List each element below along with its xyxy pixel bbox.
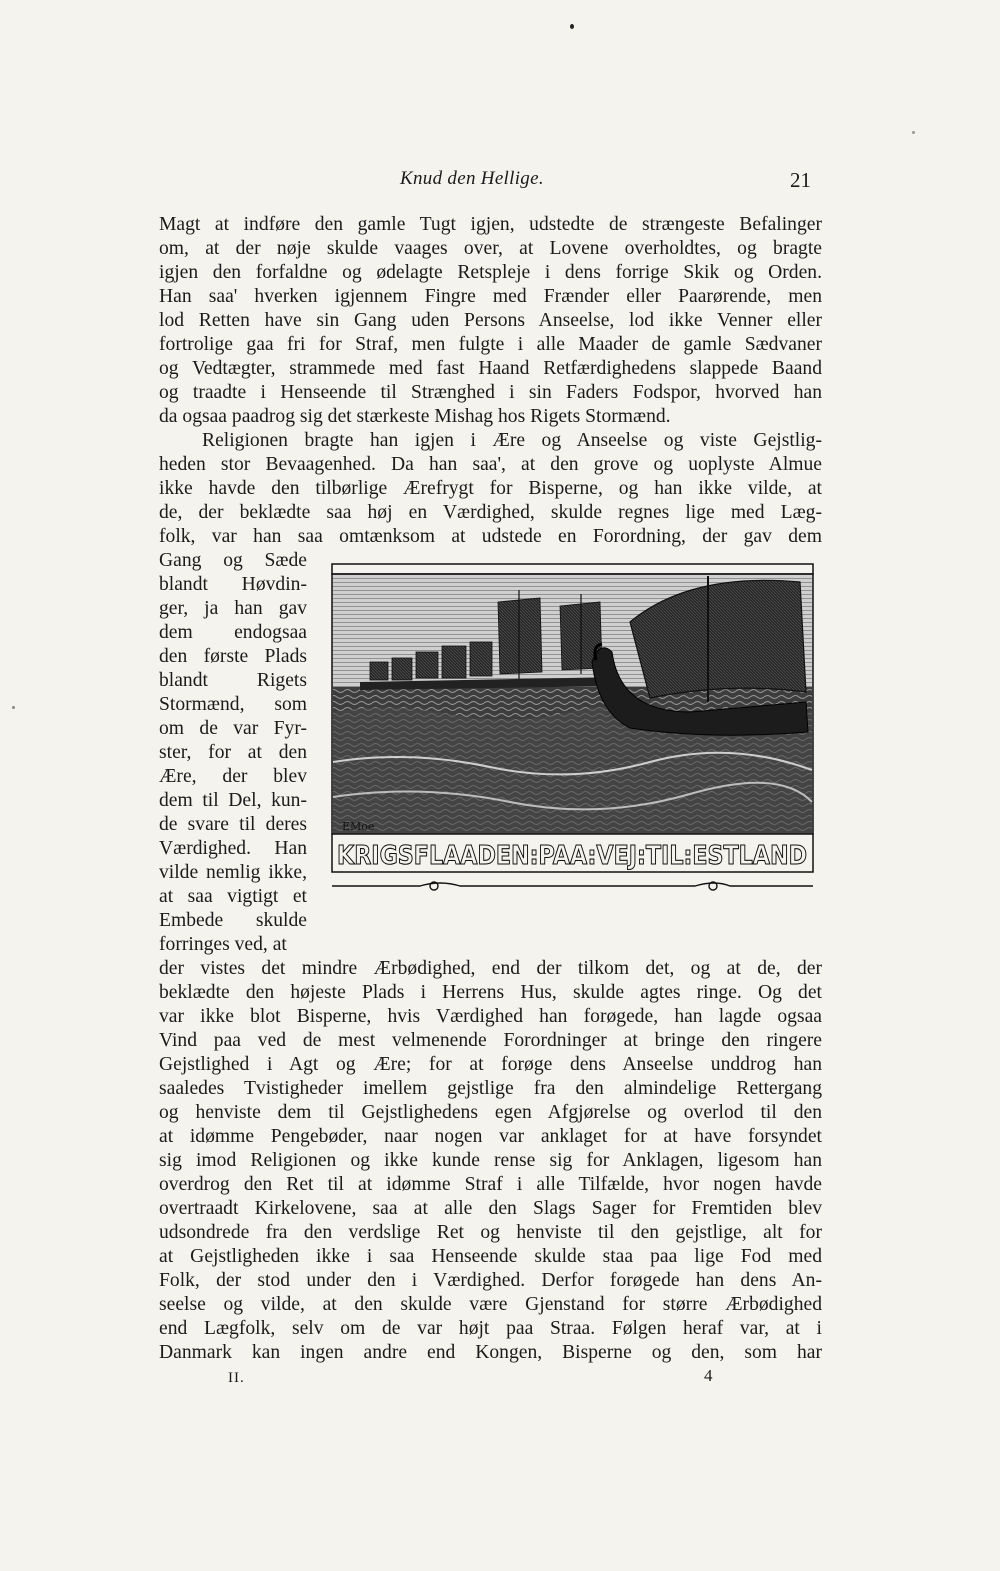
page-number: 21 (790, 168, 811, 192)
column-text-line: blandt Høvdin- (159, 574, 307, 595)
text-line: Magt at indføre den gamle Tugt igjen, udstedte de strængeste Befalinger (159, 214, 822, 235)
column-text-line: vilde nemlig ikke, (159, 862, 307, 883)
text-line: der vistes det mindre Ærbødighed, end der tilkom det, og at de, der (159, 958, 822, 979)
sheet-number: 4 (704, 1366, 713, 1385)
text-line: beklædte den højeste Plads i Herrens Hus, skulde agtes ringe. Og det (159, 982, 822, 1003)
text-line: sig imod Religionen og ikke kunde rense sig for Anklagen, ligesom han (159, 1150, 822, 1171)
text-line: Han saa' hverken igjennem Fingre med Frænder eller Paarørende, men (159, 286, 822, 307)
column-text-line: Stormænd, som (159, 694, 307, 715)
text-line: at Gejstligheden ikke i saa Henseende skulde staa paa lige Fod med (159, 1246, 822, 1267)
column-text-line: om de var Fyr- (159, 718, 307, 739)
ink-speck (12, 706, 15, 709)
text-line: var ikke blot Bisperne, hvis Værdighed han forøgede, han lagde ogsaa (159, 1006, 822, 1027)
column-text-line: Embede skulde (159, 910, 307, 931)
text-line: Vind paa ved de mest velmenende Forordninger at bringe den ringere (159, 1030, 822, 1051)
column-text-line: dem endogsaa (159, 622, 307, 643)
engraving-ships-at-sea (330, 562, 815, 892)
column-text-line: ster, for at den (159, 742, 307, 763)
text-line: Folk, der stod under den i Værdighed. Derfor forøgede han dens An- (159, 1270, 822, 1291)
illustration-artist-signature: EMoe (342, 820, 375, 833)
illustration-caption: KRIGSFLAADEN:PAA:VEJ:TIL:ESTLAND (337, 841, 807, 871)
running-header-title: Knud den Hellige. (400, 168, 544, 189)
ink-speck (570, 24, 574, 29)
text-line: folk, var han saa omtænksom at udstede en Forordning, der gav dem (159, 526, 822, 547)
text-line: ikke havde den tilbørlige Ærefrygt for Bisperne, og han ikke vilde, at (159, 478, 822, 499)
text-line: igjen den forfaldne og ødelagte Retspleje i dens forrige Skik og Orden. (159, 262, 822, 283)
column-text-line: forringes ved, at (159, 934, 287, 955)
text-line: Gejstlighed i Agt og Ære; for at forøge dens Anseelse unddrog han (159, 1054, 822, 1075)
column-text-line: de svare til deres (159, 814, 307, 835)
column-text-line: dem til Del, kun- (159, 790, 307, 811)
text-line: overdrog den Ret til at idømme Straf i alle Tilfælde, hvor nogen havde (159, 1174, 822, 1195)
paragraph-first-line: Religionen bragte han igjen i Ære og Anseelse og viste Gejstlig- (202, 430, 822, 451)
text-line: om, at der nøje skulde vaages over, at Lovene overholdtes, og bragte (159, 238, 822, 259)
text-line: end Lægfolk, selv om de var højt paa Straa. Følgen heraf var, at i (159, 1318, 822, 1339)
text-line: udsondrede fra den verdslige Ret og henviste til den gejstlige, alt for (159, 1222, 822, 1243)
text-line: de, der beklædte saa høj en Værdighed, skulde regnes lige med Læg- (159, 502, 822, 523)
text-line: da ogsaa paadrog sig det stærkeste Mishag hos Rigets Stormænd. (159, 406, 671, 427)
illustration-viking-fleet (330, 562, 815, 892)
text-line: lod Retten have sin Gang uden Persons Anseelse, lod ikke Venner eller (159, 310, 822, 331)
text-line: at idømme Pengebøder, naar nogen var anklaget for at have forsyndet (159, 1126, 822, 1147)
text-line: heden stor Bevaagenhed. Da han saa', at den grove og uoplyste Almue (159, 454, 822, 475)
column-text-line: Værdighed. Han (159, 838, 307, 859)
text-line: og traadte i Henseende til Strænghed i sin Faders Fodspor, hvorved han (159, 382, 822, 403)
text-line: saaledes Tvistigheder imellem gejstlige fra den almindelige Rettergang (159, 1078, 822, 1099)
column-text-line: Gang og Sæde (159, 550, 307, 571)
text-line: og Vedtægter, strammede med fast Haand Retfærdighedens slappede Baand (159, 358, 822, 379)
column-text-line: at saa vigtigt et (159, 886, 307, 907)
column-text-line: Ære, der blev (159, 766, 307, 787)
column-text-line: blandt Rigets (159, 670, 307, 691)
text-line: overtraadt Kirkelovene, saa at alle den Slags Sager for Fremtiden blev (159, 1198, 822, 1219)
text-line: Danmark kan ingen andre end Kongen, Bisperne og den, som har (159, 1342, 822, 1363)
ink-speck (912, 131, 915, 134)
signature-mark: II. (228, 1370, 245, 1386)
text-line: seelse og vilde, at den skulde være Gjenstand for større Ærbødighed (159, 1294, 822, 1315)
text-line: fortrolige gaa fri for Straf, men fulgte i alle Maader de gamle Sædvaner (159, 334, 822, 355)
text-line: og henviste dem til Gejstlighedens egen Afgjørelse og overlod til den (159, 1102, 822, 1123)
column-text-line: ger, ja han gav (159, 598, 307, 619)
column-text-line: den første Plads (159, 646, 307, 667)
